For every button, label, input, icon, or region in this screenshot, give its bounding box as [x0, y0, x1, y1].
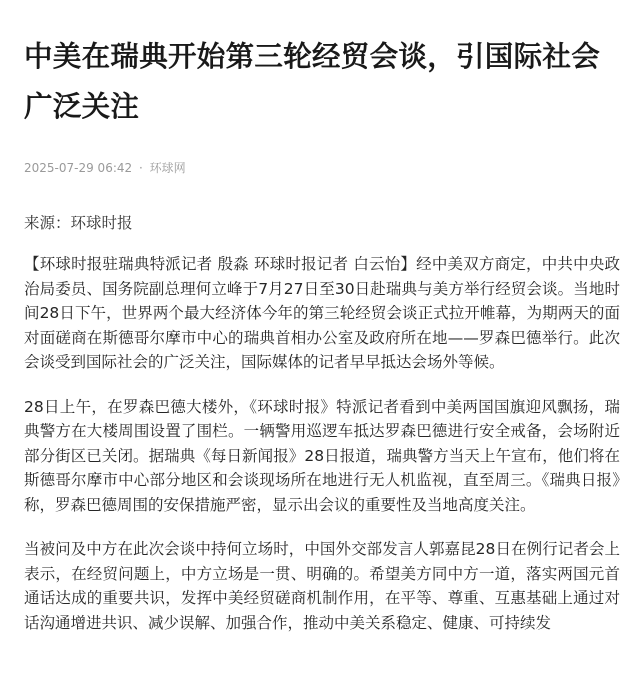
publisher-link[interactable]: 环球网 [149, 161, 186, 175]
publish-datetime: 2025-07-29 06:42 [24, 161, 133, 175]
source-line: 来源：环球时报 [24, 214, 133, 232]
article [24, 0, 620, 635]
article-title: 中美在瑞典开始第三轮经贸会谈，引国际社会广泛关注 [24, 40, 601, 123]
article-paragraph: 当被问及中方在此次会谈中持何立场时，中国外交部发言人郭嘉昆28日在例行记者会上表示，在经贸问题上，中方立场是一贯、明确的。希望美方同中方一道，落实两国元首通话达成的重要共识，发挥中美经贸磋商机制作用，在平等、尊重、互惠基础上通过对话沟通增进共识、减少误解、加强合作，推动中美关系稳定、健康、可持续发 [24, 540, 620, 632]
article-paragraph: 【环球时报驻瑞典特派记者 殷淼 环球时报记者 白云怡】经中美双方商定，中共中央政治局委员、国务院副总理何立峰于7月27日至30日赴瑞典与美方举行经贸会谈。当地时间28日下午，世界两个最大经济体今年的第三轮经贸会谈正式拉开帷幕，为期两天的面对面磋商在斯德哥尔摩市中心的瑞典首相办公室及政府所在地——罗森巴德举行。此次会谈受到国际社会的广泛关注，国际媒体的记者早早抵达会场外等候。 [24, 255, 620, 371]
meta-separator: · [138, 161, 143, 175]
article-paragraph: 28日上午，在罗森巴德大楼外，《环球时报》特派记者看到中美两国国旗迎风飘扬，瑞典警方在大楼周围设置了围栏。一辆警用巡逻车抵达罗森巴德进行安全戒备，会场附近部分街区已关闭。据瑞典《每日新闻报》28日报道，瑞典警方当天上午宣布，他们将在斯德哥尔摩市中心部分地区和会谈现场所在地进行无人机监视，直至周三。《瑞典日报》称，罗森巴德周围的安保措施严密，显示出会议的重要性及当地高度关注。 [24, 397, 620, 514]
article-meta [24, 160, 620, 176]
